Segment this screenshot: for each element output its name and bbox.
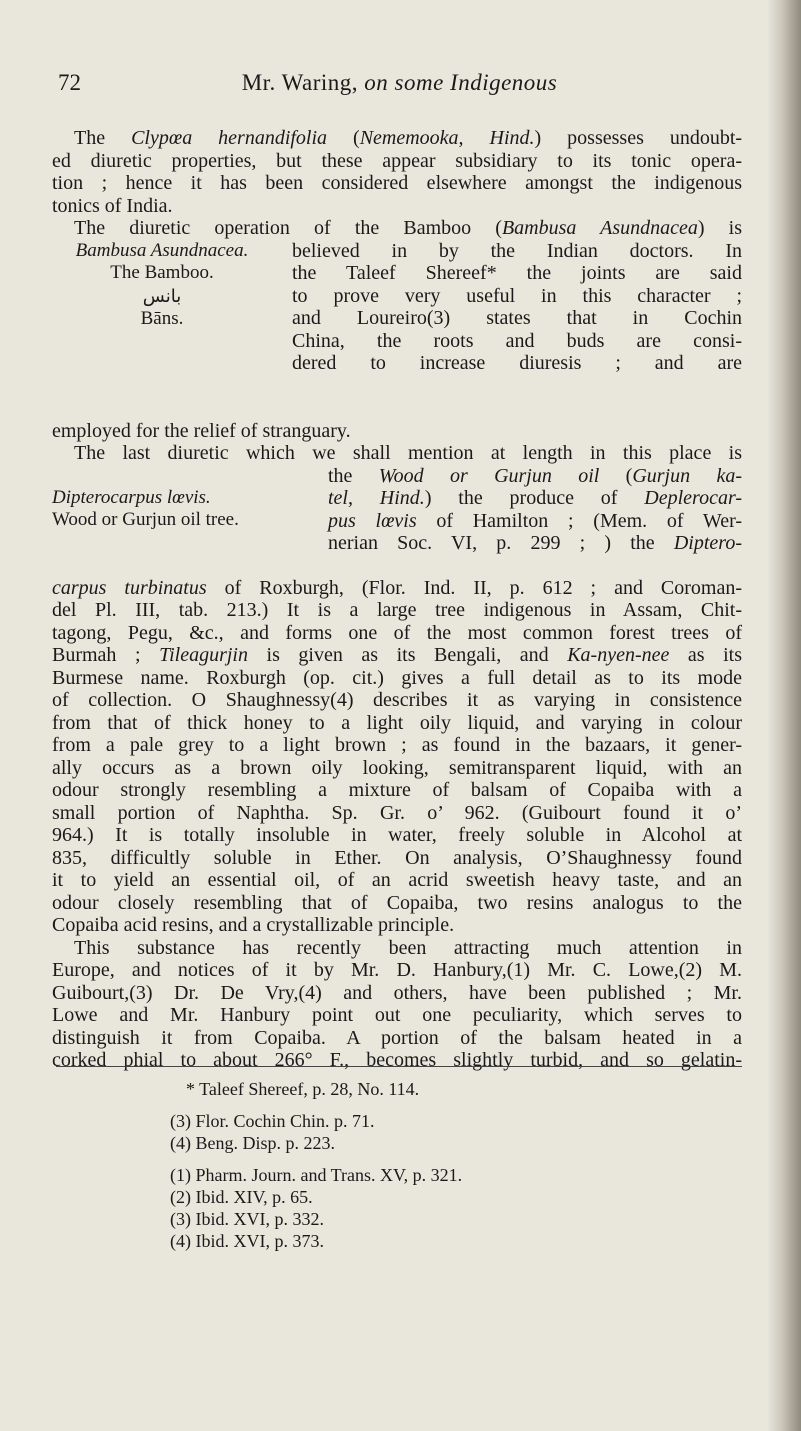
running-header [58, 70, 741, 106]
footnotes [170, 1078, 462, 1252]
bamboo-wrap-block [52, 240, 742, 420]
footnote: (1) Pharm. Journ. and Trans. XV, p. 321. [170, 1165, 463, 1185]
footnote: (4) Ibid. XVI, p. 373. [170, 1231, 324, 1251]
footnote: * Taleef Shereef, p. 28, No. 114. [186, 1079, 420, 1099]
main-text: The Clypœa hernandifolia (Nememooka, Hind.) possesses undoubt- ed diuretic properties, but these appear subsidiary to its tonic opera- tion ; hence it has been considered elsewhere amongst the indigenous tonics of India. The diuretic operation of the Bamboo (Bambusa Asundnacea) is Bambusa Asundnacea. The Bamboo. بانس Bāns. believed in by the Indian doctors. In the Taleef Shereef* the joints are said to prove very useful in this character ; and Loureiro(3) states that in Cochin China, the roots and buds are consi- dered to increase diuresis ; and are employed for the relief of stranguary. The last diuretic which we shall mention at length in this place is Dipterocarpus lœvis. Wood or Gurjun oil tree. the Wood or Gurjun oil (Gurjun ka- tel, Hind.) the produce of Deplerocar- pus lœvis of Hamilton ; (Mem. of Wer- nerian Soc. VI, p. 299 ; ) the Diptero- carpus turbinatus of Roxburgh, (Flor. Ind. II, p. 612 ; and Coroman- del Pl. III, tab. 213.) It is a large tree indigenous in Assam, Chit- tagong, Pegu, &c., and forms one of the most common forest trees of Burmah ; Tileagurjin is given as its Bengali, and Ka-nyen-nee as its Burmese name. Roxburgh (op. cit.) gives a full detail as to its mode of collection. O Shaughnessy(4) describes it as varying in consistence from that of thick honey to a light oily liquid, and varying in colour from a pale grey to a light brown ; as found in the bazaars, it gener- ally occurs as a brown oily looking, semitransparent liquid, with an odour strongly resembling a mixture of balsam of Copaiba with a small portion of Naphtha. Sp. Gr. o’ 962. (Guibourt found it o’ 964.) It is totally insoluble in water, freely soluble in Alcohol at 835, difficultly soluble in Ether. On analysis, O’Shaughnessy found it to yield an essential oil, of an acrid sweetish heavy taste, and an odour closely resembling that of Copaiba, two resins analogus to the Copaiba acid resins, and a crystallizable principle. This substance has recently been attracting much attention in Europe, and notices of it by Mr. D. Hanbury,(1) Mr. C. Lowe,(2) M. Guibourt,(3) Dr. De Vry,(4) and others, have been published ; Mr. Lowe and Mr. Hanbury point out one peculiarity, which serves to distinguish it from Copaiba. A portion of the balsam heated in a corked phial to about 266° F., becomes slightly turbid, and so gelatin- [52, 127, 743, 1071]
footnote: (2) Ibid. XIV, p. 65. [170, 1187, 313, 1207]
margin-note-bamboo: Bambusa Asundnacea. The Bamboo. بانس Bāns. [52, 240, 272, 330]
footnote: (4) Beng. Disp. p. 223. [170, 1133, 335, 1153]
page-edge-shadow [767, 0, 801, 1431]
gurjun-wrap-block [52, 465, 742, 577]
paragraph-clypea: The Clypœa hernandifolia (Nememooka, Hind.) possesses undoubt- ed diuretic properties, but these appear subsidiary to its tonic opera- tion ; hence it has been considered elsewhere amongst the indigenous tonics of India. [52, 127, 743, 217]
margin-note-gurjun: Dipterocarpus lœvis. Wood or Gurjun oil tree. [52, 486, 239, 530]
footnote: (3) Ibid. XVI, p. 332. [170, 1209, 324, 1229]
bamboo-wrapped-text: believed in by the Indian doctors. In the Taleef Shereef* the joints are said to prove very useful in this character ; and Loureiro(3) states that in Cochin China, the roots and buds are consi- dered to increase diuresis ; and are [292, 239, 742, 374]
page-number: 72 [58, 70, 81, 95]
paragraph-gurjun: The last diuretic which we shall mention at length in this place is [74, 442, 742, 464]
running-title: Mr. Waring, on some Indigenous [241, 70, 558, 95]
arabic-script-label: بانس [142, 285, 182, 307]
paragraph-substance: This substance has recently been attracting much attention in Europe, and notices of it by Mr. D. Hanbury,(1) Mr. C. Lowe,(2) M. Guibourt,(3) Dr. De Vry,(4) and others, have been published ; Mr. Lowe and Mr. Hanbury point out one peculiarity, which serves to distinguish it from Copaiba. A portion of the balsam heated in a corked phial to about 266° F., becomes slightly turbid, and so gelatin- [52, 936, 742, 1071]
paragraph-bamboo: The diuretic operation of the Bamboo (Bambusa Asundnacea) is [74, 217, 743, 239]
footnote-divider [56, 1066, 742, 1067]
footnote: (3) Flor. Cochin Chin. p. 71. [170, 1111, 375, 1131]
gurjun-wrapped-text: the Wood or Gurjun oil (Gurjun ka- tel, Hind.) the produce of Deplerocar- pus lœvis of Hamilton ; (Mem. of Wer- nerian Soc. VI, p. 299 ; ) the Diptero- [328, 464, 742, 554]
